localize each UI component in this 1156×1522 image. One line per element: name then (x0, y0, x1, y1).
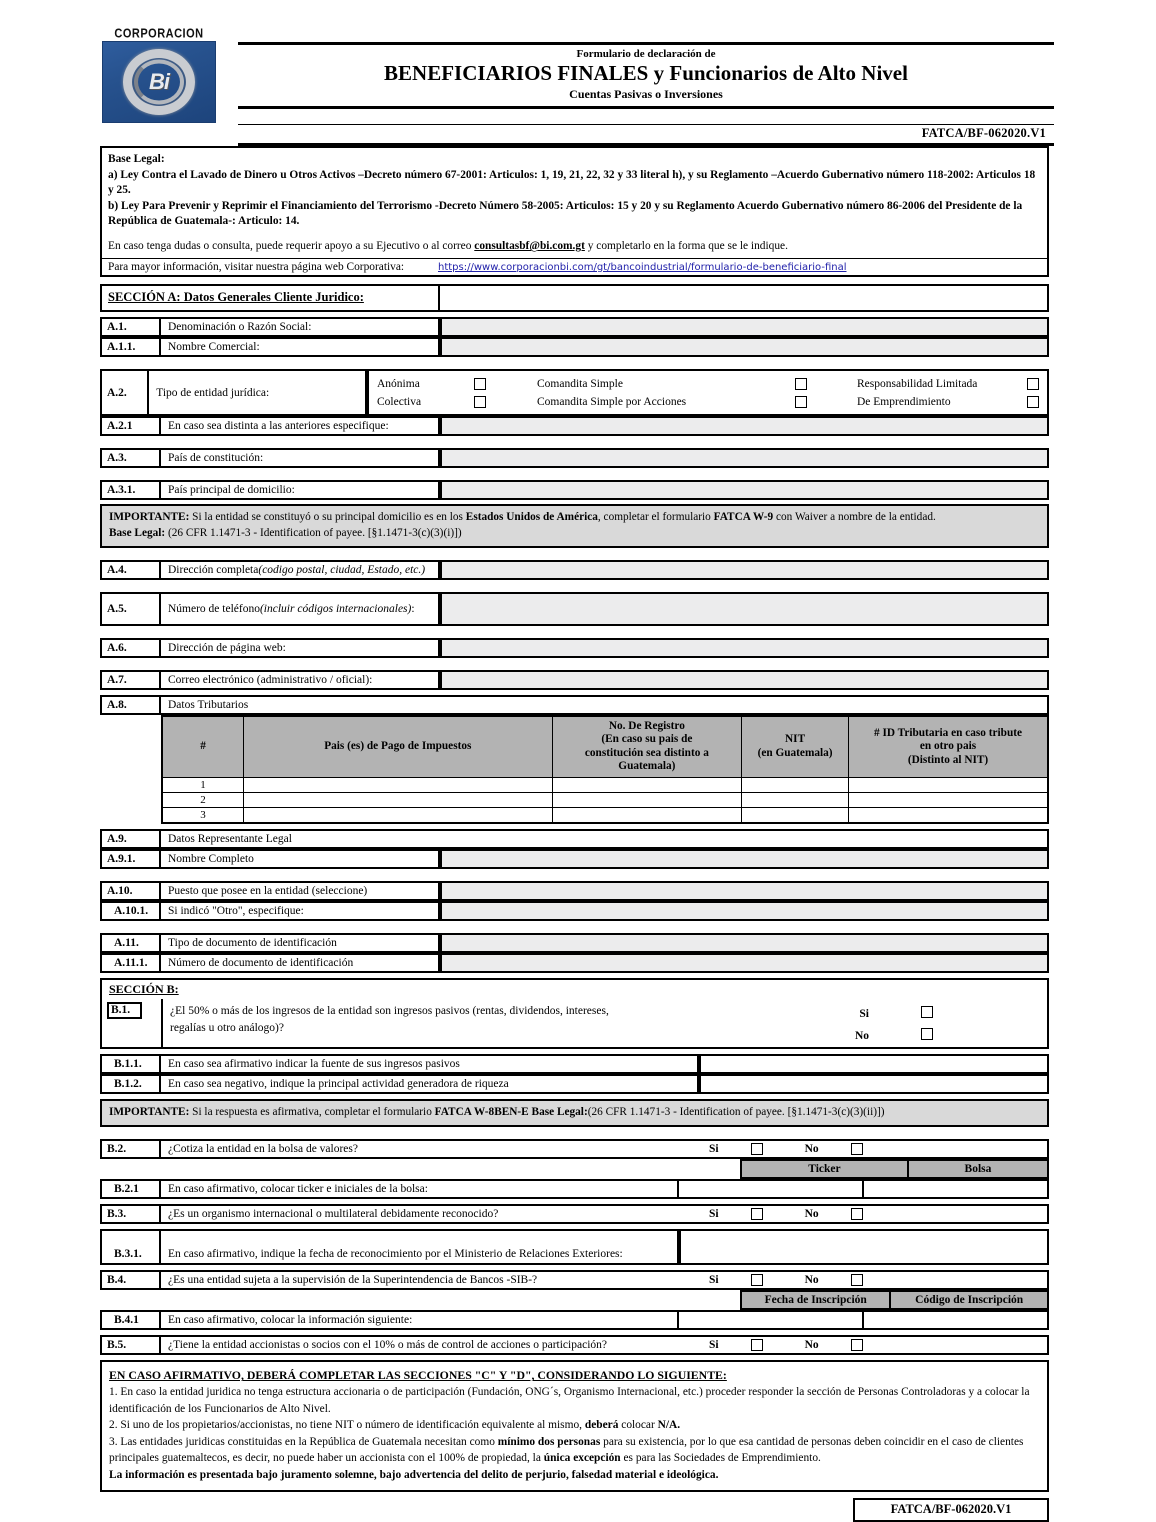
label-a6: Dirección de página web: (161, 638, 440, 658)
tax-row-1-number: 1 (162, 777, 244, 792)
form-subtitle: Formulario de declaración de (576, 48, 716, 60)
code-b5: B.5. (100, 1335, 161, 1355)
checkbox-colectiva[interactable] (474, 396, 486, 408)
b1-no-row (757, 1025, 1047, 1047)
note-3-b: mínimo dos personas (497, 1435, 601, 1448)
code-a3: A.3. (100, 448, 161, 468)
b4-no-label: No (804, 1274, 819, 1287)
code-a10: A.10. (100, 881, 161, 901)
label-a4-main: Dirección completa (168, 563, 259, 576)
b4-yes-label: Si (709, 1274, 719, 1287)
row-b41-header (100, 1290, 1049, 1310)
tax-col-id-l3: (Distinto al NIT) (907, 753, 989, 766)
label-a5-main: Número de teléfono (168, 602, 260, 615)
code-b12: B.1.2. (100, 1074, 161, 1094)
row-a9 (100, 829, 1049, 849)
checkbox-b2-si[interactable] (751, 1143, 763, 1155)
note-2-c: colocar (618, 1419, 658, 1432)
document-header (0, 0, 1156, 140)
question-b1-line2: regalías u otro análogo)? (170, 1022, 284, 1035)
footer-code-row (100, 1498, 1049, 1522)
note-3-c: para su existencia, por lo que esa cantidad de personas deben coincidir en el caso de clientes principales guatemaltecos, es decir, no puede haber un accionista con el 100% de propiedad, la (109, 1435, 1024, 1465)
row-a31 (100, 480, 1049, 500)
tax-row-2-pais[interactable] (244, 792, 553, 807)
legal-basis-text (102, 148, 1047, 258)
label-a5-tail: : (411, 602, 415, 615)
input-a7-correo[interactable] (440, 670, 1049, 690)
tax-col-registro-l2: (En caso su pais de (601, 733, 693, 746)
label-a10: Puesto que posee en la entidad (seleccione) (161, 881, 440, 901)
code-a11b: A.11. (100, 933, 161, 953)
row-b5 (100, 1335, 1049, 1355)
table-row (162, 807, 1048, 823)
row-b4 (100, 1270, 1049, 1290)
tax-row-1-id[interactable] (849, 777, 1048, 792)
note-oath: La información es presentada bajo juramento solemne, bajo advertencia del delito de perjurio, falsedad material e ideológica. (109, 1468, 719, 1481)
row-b12 (100, 1074, 1049, 1094)
code-b2: B.2. (100, 1139, 161, 1159)
input-a5-telefono[interactable] (440, 592, 1049, 626)
input-a11-nombre-comercial[interactable] (440, 337, 1049, 357)
b5-answer-group (701, 1335, 1049, 1355)
input-b21-bolsa[interactable] (864, 1179, 1049, 1199)
label-a3: País de constitución: (161, 448, 440, 468)
important-w9-t1: Si la entidad se constituyó o su principal domicilio es en los (189, 511, 466, 524)
col-ticker: Ticker (741, 1160, 908, 1178)
input-b21-ticker[interactable] (679, 1179, 864, 1199)
code-a101: A.10.1. (100, 901, 161, 921)
code-a8: A.8. (100, 695, 161, 715)
important-w9-base-text: (26 CFR 1.1471-3 - Identification of payee. [§1.1471-3(c)(3)(i)]) (165, 526, 462, 539)
important-w9-lead: IMPORTANTE: (109, 511, 190, 524)
label-a2: Tipo de entidad jurídica: (149, 369, 367, 416)
note-3-d: única excepción (543, 1452, 621, 1465)
checkbox-b5-no[interactable] (851, 1339, 863, 1351)
input-a31-pais-domicilio[interactable] (440, 480, 1049, 500)
row-b3 (100, 1204, 1049, 1224)
row-b21 (100, 1159, 1049, 1179)
inscripcion-header (741, 1291, 1048, 1309)
ticker-bolsa-table (740, 1159, 1049, 1179)
row-a7 (100, 670, 1049, 690)
entity-type-row-2 (377, 393, 1039, 411)
entity-type-options (367, 369, 1049, 416)
row-b2 (100, 1139, 1049, 1159)
entity-label-comandita-por-acciones: Comandita Simple por Acciones (537, 396, 687, 409)
code-a9: A.9. (100, 829, 161, 849)
row-a111 (100, 953, 1049, 973)
checkbox-b3-si[interactable] (751, 1208, 763, 1220)
input-a91-nombre-completo[interactable] (440, 849, 1049, 869)
entity-label-responsabilidad-limitada: Responsabilidad Limitada (857, 378, 978, 391)
checkbox-anonima[interactable] (474, 378, 486, 390)
section-a-title: SECCIÓN A: Datos Generales Cliente Juridico: (100, 284, 440, 312)
tax-row-1-nit[interactable] (742, 777, 849, 792)
b5-no-label: No (804, 1339, 819, 1352)
code-b41: B.4.1 (100, 1310, 161, 1330)
label-a5 (161, 592, 440, 626)
tax-col-nit-l1: NIT (785, 733, 806, 746)
important-b-lead: IMPORTANTE: (109, 1105, 190, 1118)
label-a91: Nombre Completo (161, 849, 440, 869)
row-a5 (100, 592, 1049, 626)
important-w9-line2 (109, 526, 1041, 541)
b2-no-label: No (804, 1143, 819, 1156)
logo-badge (102, 41, 216, 123)
b2-answer-group (701, 1139, 1049, 1159)
label-b2: ¿Cotiza la entidad en la bolsa de valores? (161, 1139, 701, 1159)
code-a1: A.1. (100, 317, 161, 337)
note-3 (109, 1434, 1040, 1467)
col-bolsa: Bolsa (908, 1160, 1048, 1178)
entity-label-colectiva: Colectiva (377, 396, 422, 409)
section-a-title-spacer (440, 284, 1049, 312)
row-b31 (100, 1229, 1049, 1265)
label-a4 (161, 560, 440, 580)
row-a8 (100, 695, 1049, 715)
tax-row-1-pais[interactable] (244, 777, 553, 792)
tax-col-nit-l2: (en Guatemala) (757, 746, 833, 759)
row-b11 (100, 1054, 1049, 1074)
code-a6: A.6. (100, 638, 161, 658)
label-b12: En caso sea negativo, indique la principal actividad generadora de riqueza (161, 1074, 699, 1094)
b1-yes-label: Si (859, 1007, 869, 1020)
form-code-bottom: FATCA/BF-062020.V1 (853, 1498, 1049, 1522)
tax-col-id-tributaria (849, 716, 1048, 778)
tax-col-registro (552, 716, 742, 778)
legal-line-a: a) Ley Contra el Lavado de Dinero u Otros Activos –Decreto número 67-2001: Articulos: 1, 19, 21, 22, 32 y 33 literal h), y su Reglamento –Acuerdo Gubernativo número 118-2002: Articulos 18 y 25. (108, 169, 1036, 197)
b3-yes-label: Si (709, 1208, 719, 1221)
entity-label-comandita-simple: Comandita Simple (537, 378, 623, 391)
row-b21-inputs (100, 1179, 1049, 1199)
legal-line-b: b) Ley Para Prevenir y Reprimir el Financiamiento del Terrorismo -Decreto Número 58-2005: Articulos: 15 y 20 y su Reglamento Acuerdo Gubernativo número 86-2006 del Presidente de la República de Guatemala-: Articulo: 14. (108, 200, 1023, 228)
legal-basis-block (100, 146, 1049, 277)
label-a5-italic: (incluir códigos internacionales) (259, 602, 412, 615)
row-a2 (100, 369, 1049, 416)
note-2-d: N/A. (657, 1419, 681, 1432)
col-fecha-inscripcion: Fecha de Inscripción (741, 1291, 890, 1309)
label-b4: ¿Es una entidad sujeta a la supervisión de la Superintendencia de Bancos -SIB-? (161, 1270, 701, 1290)
label-b41: En caso afirmativo, colocar la información siguiente: (161, 1310, 679, 1330)
checkbox-b2-no[interactable] (851, 1143, 863, 1155)
tax-row-2-registro[interactable] (552, 792, 742, 807)
entity-label-anonima: Anónima (377, 378, 420, 391)
input-a4-direccion[interactable] (440, 560, 1049, 580)
b3-no-label: No (804, 1208, 819, 1221)
checkbox-comandita-simple[interactable] (795, 378, 807, 390)
label-a21: En caso sea distinta a las anteriores especifique: (161, 416, 440, 436)
corporate-web-link[interactable]: https://www.corporacionbi.com/gt/bancoindustrial/formulario-de-beneficiario-final (438, 261, 847, 273)
note-1: 1. En caso la entidad juridica no tenga estructura accionaria o de participación (Fundación, ONG´s, Organismo Internacional, etc.) proceder responder la sección de Personas Controladoras y a colocar la identificación de los Funcionarios de Alto Nivel. (109, 1386, 1030, 1415)
important-b-t1: Si la respuesta es afirmativa, completar el formulario (189, 1105, 435, 1118)
checkbox-b1-no[interactable] (921, 1028, 933, 1040)
row-b41-inputs (100, 1310, 1049, 1330)
entity-type-row-1 (377, 375, 1039, 393)
note-2-b: deberá (584, 1419, 619, 1432)
code-b21: B.2.1 (100, 1179, 161, 1199)
b1-yes-row (757, 1003, 1047, 1025)
important-w9-t3: con Waiver a nombre de la entidad. (773, 511, 936, 524)
web-info-row (102, 258, 1047, 275)
input-a6-pagina-web[interactable] (440, 638, 1049, 658)
tax-row-3-registro[interactable] (552, 807, 742, 823)
label-a4-italic: (codigo postal, ciudad, Estado, etc.) (258, 563, 426, 576)
section-b-title-bar (100, 978, 1049, 999)
input-b31-fecha-reconocimiento[interactable] (679, 1229, 1049, 1265)
tax-col-id-l1: # ID Tributaria en caso tribute (874, 726, 1023, 739)
tax-row-2-number: 2 (162, 792, 244, 807)
code-b4: B.4. (100, 1270, 161, 1290)
checkbox-comandita-por-acciones[interactable] (795, 396, 807, 408)
input-a3-pais-constitucion[interactable] (440, 448, 1049, 468)
tax-col-id-l2: en otro pais (919, 740, 977, 753)
label-a7: Correo electrónico (administrativo / oficial): (161, 670, 440, 690)
code-a2: A.2. (100, 369, 149, 416)
tax-row-3-pais[interactable] (244, 807, 553, 823)
form-code-top: FATCA/BF-062020.V1 (238, 124, 1054, 146)
tax-col-pais: Pais (es) de Pago de Impuestos (244, 716, 553, 778)
contact-post: y completarlo en la forma que se le indique. (584, 240, 788, 253)
input-a111-numero-documento[interactable] (440, 953, 1049, 973)
label-a9: Datos Representante Legal (161, 829, 1049, 849)
tax-row-1-registro[interactable] (552, 777, 742, 792)
form-subtitle-2: Cuentas Pasivas o Inversiones (569, 86, 723, 101)
input-b11-fuente-ingresos[interactable] (699, 1054, 1049, 1074)
question-b1-line1: ¿El 50% o más de los ingresos de la entidad son ingresos pasivos (rentas, dividendos, intereses, (170, 1004, 609, 1017)
b1-answer-group (757, 999, 1047, 1047)
important-w9-line1 (109, 510, 1041, 525)
b1-no-label: No (854, 1029, 869, 1042)
contact-email-link[interactable]: consultasbf@bi.com.gt (474, 240, 585, 253)
tax-data-table (161, 715, 1049, 824)
checkbox-b1-si[interactable] (921, 1006, 933, 1018)
tax-row-2-nit[interactable] (742, 792, 849, 807)
label-a11: Nombre Comercial: (161, 337, 440, 357)
label-a101: Si indicó "Otro", especifique: (161, 901, 440, 921)
tax-row-2-id[interactable] (849, 792, 1048, 807)
tax-col-registro-l1: No. De Registro (608, 719, 685, 732)
code-a7: A.7. (100, 670, 161, 690)
question-b1 (163, 999, 757, 1047)
input-b41-fecha[interactable] (679, 1310, 864, 1330)
tax-row-3-id[interactable] (849, 807, 1048, 823)
label-b5: ¿Tiene la entidad accionistas o socios con el 10% o más de control de acciones o participación? (161, 1335, 701, 1355)
important-b-b1: FATCA W-8BEN-E (434, 1105, 529, 1118)
contact-pre: En caso tenga dudas o consulta, puede requerir apoyo a su Ejecutivo o al correo (108, 240, 475, 253)
b5-yes-label: Si (709, 1339, 719, 1352)
table-row (162, 777, 1048, 792)
row-a4 (100, 560, 1049, 580)
important-w9-b2: FATCA W-9 (713, 511, 774, 524)
code-b3: B.3. (100, 1204, 161, 1224)
notes-heading: EN CASO AFIRMATIVO, DEBERÁ COMPLETAR LAS SECCIONES "C" Y "D", CONSIDERANDO LO SIGUIENTE: (109, 1368, 727, 1383)
label-b21: En caso afirmativo, colocar ticker e iniciales de la bolsa: (161, 1179, 679, 1199)
row-a6 (100, 638, 1049, 658)
checkbox-emprendimiento[interactable] (1027, 396, 1039, 408)
title-block (238, 42, 1054, 109)
logo-wordmark: CORPORACION (114, 27, 204, 41)
label-a8: Datos Tributarios (161, 695, 1049, 715)
b2-yes-label: Si (709, 1143, 719, 1156)
code-a5: A.5. (100, 592, 161, 626)
code-b11: B.1.1. (100, 1054, 161, 1074)
logo-bi-monogram: Bi (149, 69, 169, 94)
corporacion-bi-logo (100, 28, 218, 130)
row-a3 (100, 448, 1049, 468)
ticker-bolsa-header (741, 1160, 1048, 1178)
note-3-a: 3. Las entidades juridicas constituidas en la República de Guatemala necesitan como (109, 1435, 498, 1448)
tax-col-number: # (162, 716, 244, 778)
checkbox-b5-si[interactable] (751, 1339, 763, 1351)
section-b-title: SECCIÓN B: (109, 981, 179, 996)
tax-col-registro-l4: Guatemala) (618, 760, 676, 773)
note-2-a: 2. Si uno de los propietarios/accionistas, no tiene NIT o número de identificación equivalente al mismo, (109, 1419, 585, 1432)
checkbox-b4-no[interactable] (851, 1274, 863, 1286)
row-a1 (100, 317, 1049, 337)
row-a10 (100, 881, 1049, 901)
important-w9-t2: , completar el formulario (597, 511, 714, 524)
input-a1-razon-social[interactable] (440, 317, 1049, 337)
tax-col-nit (742, 716, 849, 778)
important-banner-w8bene (100, 1099, 1049, 1127)
input-a21-otra-entidad[interactable] (440, 416, 1049, 436)
row-a11 (100, 337, 1049, 357)
row-a11b (100, 933, 1049, 953)
important-banner-w9 (100, 504, 1049, 548)
input-a101-otro[interactable] (440, 901, 1049, 921)
important-w9-b1: Estados Unidos de América (465, 511, 598, 524)
checkbox-responsabilidad-limitada[interactable] (1027, 378, 1039, 390)
label-a11b: Tipo de documento de identificación (161, 933, 440, 953)
important-b-t2: (26 CFR 1.1471-3 - Identification of payee. [§1.1471-3(c)(3)(ii)]) (587, 1105, 885, 1118)
code-a91: A.9.1. (100, 849, 161, 869)
web-info-label: Para mayor información, visitar nuestra página web Corporativa: (108, 261, 405, 274)
final-notes-block (100, 1360, 1049, 1491)
tax-table-wrap (100, 715, 1049, 824)
tax-table-header-row (162, 716, 1048, 778)
note-2 (109, 1417, 1040, 1434)
label-b3: ¿Es un organismo internacional o multilateral debidamente reconocido? (161, 1204, 701, 1224)
code-b31: B.3.1. (100, 1229, 161, 1265)
table-row (162, 792, 1048, 807)
input-b12-actividad-generadora[interactable] (699, 1074, 1049, 1094)
row-a21 (100, 416, 1049, 436)
important-w9-base-lead: Base Legal: (109, 526, 166, 539)
label-b11: En caso sea afirmativo indicar la fuente de sus ingresos pasivos (161, 1054, 699, 1074)
tax-row-3-number: 3 (162, 807, 244, 823)
important-b-b2: Base Legal: (528, 1105, 588, 1118)
entity-label-emprendimiento: De Emprendimiento (857, 396, 951, 409)
code-a4: A.4. (100, 560, 161, 580)
code-a11: A.1.1. (100, 337, 161, 357)
code-a21: A.2.1 (100, 416, 161, 436)
section-a-header (100, 284, 1049, 312)
input-b41-codigo[interactable] (864, 1310, 1049, 1330)
checkbox-b4-si[interactable] (751, 1274, 763, 1286)
select-a11-tipo-documento[interactable] (440, 933, 1049, 953)
tax-row-3-nit[interactable] (742, 807, 849, 823)
legal-contact-line (108, 239, 1041, 254)
legal-heading: Base Legal: (108, 153, 165, 165)
tax-col-registro-l3: constitución sea distinto a (584, 746, 709, 759)
b4-answer-group (701, 1270, 1049, 1290)
row-a101 (100, 901, 1049, 921)
label-a31: País principal de domicilio: (161, 480, 440, 500)
code-a111: A.11.1. (100, 953, 161, 973)
row-a91 (100, 849, 1049, 869)
code-a31: A.3.1. (100, 480, 161, 500)
label-b31: En caso afirmativo, indique la fecha de reconocimiento por el Ministerio de Relaciones Exteriores: (161, 1229, 679, 1265)
form-body (100, 146, 1049, 1522)
inscripcion-table (740, 1290, 1049, 1310)
checkbox-b3-no[interactable] (851, 1208, 863, 1220)
row-b1 (100, 999, 1049, 1049)
select-a10-puesto[interactable] (440, 881, 1049, 901)
col-codigo-inscripcion: Código de Inscripción (890, 1291, 1048, 1309)
note-3-e: es para las Sociedades de Emprendimiento. (620, 1452, 821, 1465)
label-a1: Denominación o Razón Social: (161, 317, 440, 337)
b3-answer-group (701, 1204, 1049, 1224)
form-title: BENEFICIARIOS FINALES y Funcionarios de Alto Nivel (384, 61, 908, 85)
label-a111: Número de documento de identificación (161, 953, 440, 973)
code-b1: B.1. (107, 1002, 142, 1019)
